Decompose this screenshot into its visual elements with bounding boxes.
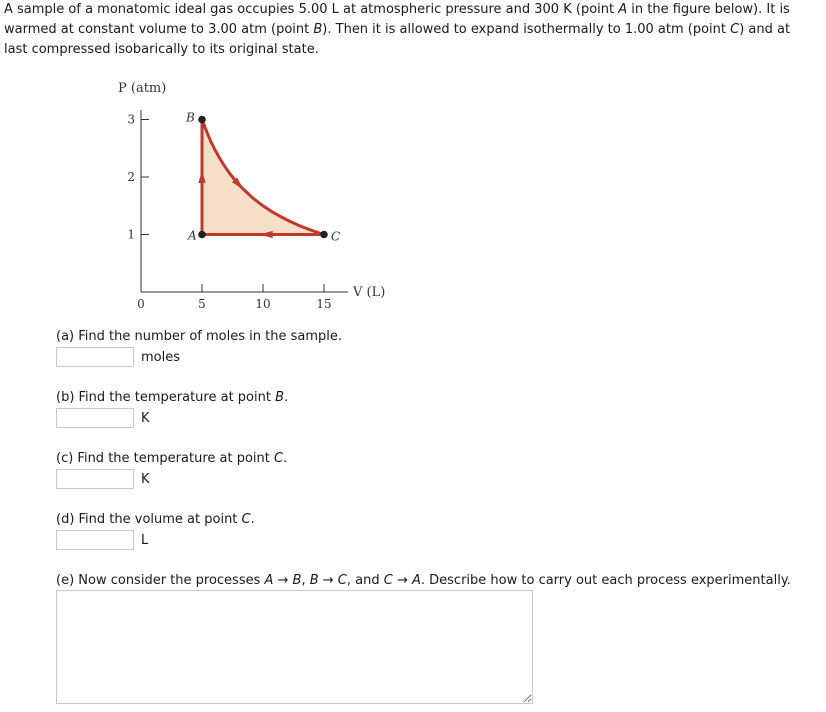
point-b-ref: B bbox=[313, 22, 323, 37]
answer-a-row bbox=[56, 346, 180, 368]
problem-statement: A sample of a monatomic ideal gas occupies 5.00 L at atmospheric pressure and 300 K (point A in the figure below). It is warmed at constant volume to 3.00 atm (point B). Then it is allowed to expand isothermally to 1.00 atm (point C) and at last compressed isobarically to its original state. bbox=[4, 2, 791, 57]
x-tick-label: 10 bbox=[255, 297, 271, 311]
point-c-ref: C bbox=[730, 22, 740, 37]
point-a-ref: A bbox=[618, 2, 628, 17]
point-c-marker bbox=[320, 231, 328, 239]
answer-e-textarea[interactable] bbox=[56, 590, 533, 704]
point-a-label: A bbox=[188, 228, 197, 243]
pv-diagram-svg bbox=[0, 70, 420, 330]
y-axis-label: P (atm) bbox=[118, 81, 167, 96]
x-tick-label: 0 bbox=[137, 297, 145, 311]
point-b-marker bbox=[198, 116, 206, 124]
answer-c-input[interactable] bbox=[56, 469, 134, 489]
point-b-label: B bbox=[186, 110, 195, 125]
x-tick-label: 15 bbox=[316, 297, 332, 311]
question-a: (a) Find the number of moles in the sample. bbox=[56, 329, 342, 344]
answer-d-row bbox=[56, 529, 148, 551]
question-c: (c) Find the temperature at point C. bbox=[56, 451, 288, 466]
question-b: (b) Find the temperature at point B. bbox=[56, 390, 289, 405]
y-tick-label: 2 bbox=[127, 170, 135, 184]
cycle-shaded-region bbox=[202, 120, 324, 235]
answer-d-input[interactable] bbox=[56, 530, 134, 550]
answer-c-row bbox=[56, 468, 150, 490]
point-c-label: C bbox=[331, 229, 341, 244]
answer-b-input[interactable] bbox=[56, 408, 134, 428]
y-tick-label: 1 bbox=[127, 227, 135, 242]
pv-diagram bbox=[0, 70, 420, 330]
x-tick-label: 5 bbox=[198, 297, 206, 311]
y-tick-label: 3 bbox=[127, 112, 135, 127]
answer-d-unit: L bbox=[141, 532, 149, 548]
answer-a-input[interactable] bbox=[56, 347, 134, 367]
point-a-marker bbox=[198, 231, 206, 239]
question-d: (d) Find the volume at point C. bbox=[56, 512, 255, 527]
question-e: (e) Now consider the processes A → B, B → C, and C → A. Describe how to carry out each process experimentally. bbox=[56, 573, 791, 588]
answer-b-row bbox=[56, 407, 150, 429]
answer-a-unit: moles bbox=[141, 349, 180, 365]
answer-b-unit: K bbox=[141, 410, 150, 426]
answer-c-unit: K bbox=[141, 471, 150, 487]
x-axis-label: V (L) bbox=[353, 285, 386, 300]
